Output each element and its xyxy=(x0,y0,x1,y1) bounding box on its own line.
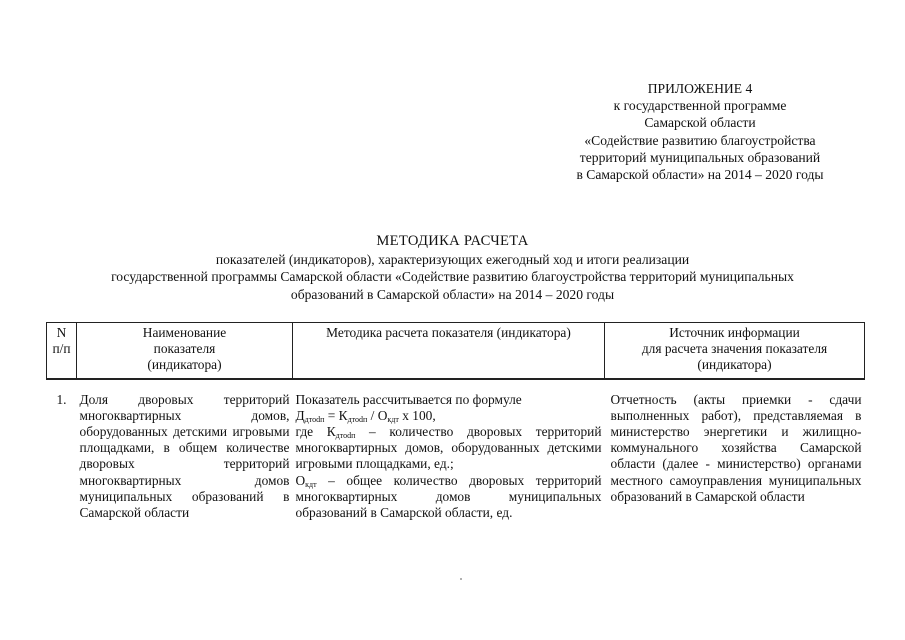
method-intro: Показатель рассчитывается по формуле xyxy=(295,391,522,407)
scan-speck xyxy=(460,578,462,580)
appendix-line: ПРИЛОЖЕНИЕ 4 xyxy=(647,81,753,96)
appendix-line: к государственной программе xyxy=(613,98,787,114)
header-name-line: показателя xyxy=(153,341,216,357)
table-row xyxy=(47,379,865,522)
appendix-line: в Самарской области» на 2014 – 2020 годы xyxy=(576,167,824,183)
title-line: государственной программы Самарской области «Содействие развитию благоустройства территорий муниципальных xyxy=(111,269,794,285)
header-name-line: Наименование xyxy=(142,325,227,340)
header-source-line: для расчета значения показателя xyxy=(641,341,828,357)
title-line: образований в Самарской области» на 2014 – 2020 годы xyxy=(290,286,615,302)
table-header-row xyxy=(47,323,865,379)
appendix-header xyxy=(520,80,880,183)
title-main: МЕТОДИКА РАСЧЕТА xyxy=(376,233,529,249)
appendix-line: территорий муниципальных образований xyxy=(579,149,821,165)
method-where-o: $О_{кдт}$ – общее количество дворовых территорий многоквартирных домов муниципальных образований в Самарской области, ед. xyxy=(295,472,602,521)
information-source: Отчетность (акты приемки - сдачи выполненных работ), представляемая в министерство энергетики и жилищно-коммунального хозяйства Самарской области (далее - министерство) органами местного самоуправления муниципальных образований в Самарской области xyxy=(610,391,862,504)
indicators-table xyxy=(46,322,865,521)
appendix-line: Самарской области xyxy=(644,115,756,131)
method-formula: $Д_{дтоdп} = К_{дтоdп} / О_{кдт}$ x 100, xyxy=(295,407,436,424)
header-number-line: п/п xyxy=(52,341,71,357)
header-source-line: Источник информации xyxy=(669,325,800,340)
header-method xyxy=(293,323,605,379)
document-title xyxy=(20,233,885,303)
appendix-line: «Содействие развитию благоустройства xyxy=(584,132,816,148)
header-number-line: N xyxy=(56,325,67,340)
header-name-line: (индикатора) xyxy=(147,357,222,373)
indicator-name: Доля дворовых территорий многоквартирных домов, оборудованных детскими игровыми площадками, в общем количестве дворовых территорий многоквартирных домов муниципальных образований в Самарской области xyxy=(79,391,290,521)
header-method-line: Методика расчета показателя (индикатора) xyxy=(326,325,571,340)
row-number: 1. xyxy=(56,391,67,407)
title-line: показателей (индикаторов), характеризующих ежегодный ход и итоги реализации xyxy=(215,251,690,267)
header-source xyxy=(605,323,865,379)
header-indicator-name xyxy=(77,323,293,379)
method-where-k: где $К_{дтоdп}$ – количество дворовых территорий многоквартирных домов, оборудованных детскими игровыми площадками, ед.; xyxy=(295,424,602,472)
header-number xyxy=(47,323,77,379)
header-source-line: (индикатора) xyxy=(697,357,772,373)
calculation-method xyxy=(293,379,605,522)
